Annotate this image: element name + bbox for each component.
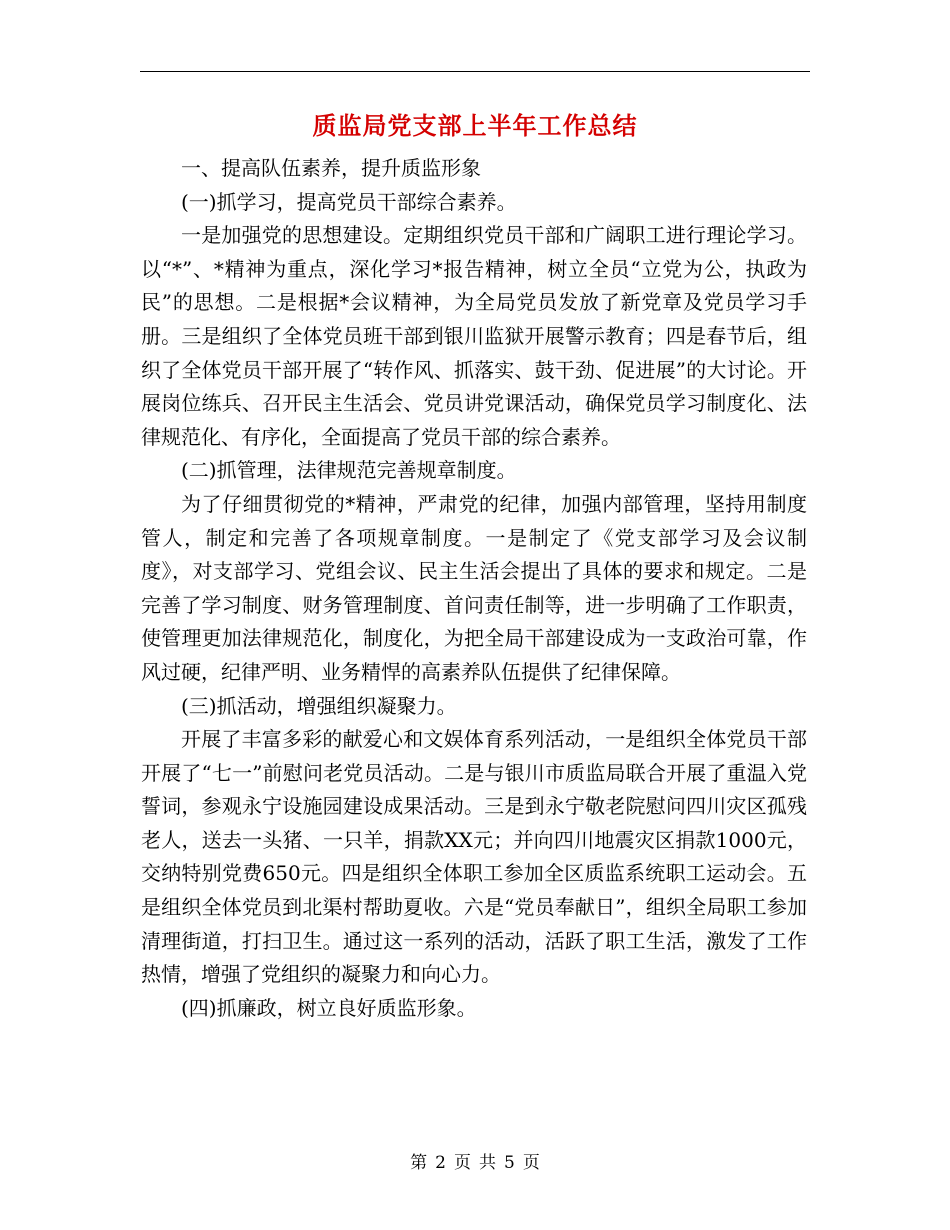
footer-page-label: 页 xyxy=(454,1153,471,1173)
header-rule xyxy=(140,71,810,72)
footer-total-label: 共 xyxy=(479,1153,496,1173)
body-paragraph: 一是加强党的思想建设。定期组织党员干部和广阔职工进行理论学习。以“*”、*精神为重点，深化学习*报告精神，树立全员“立党为公，执政为民”的思想。二是根据*会议精神，为全局党员发放了新党章及党员学习手册。三是组织了全体党员班干部到银川监狱开展警示教育；四是春节后，组织了全体党员干部开展了“转作风、抓落实、鼓干劲、促进展”的大讨论。开展岗位练兵、召开民主生活会、党员讲党课活动，确保党员学习制度化、法律规范化、有序化，全面提高了党员干部的综合素养。 xyxy=(141,223,807,449)
body-paragraph: 为了仔细贯彻党的*精神，严肃党的纪律，加强内部管理，坚持用制度管人，制定和完善了各项规章制度。一是制定了《党支部学习及会议制度》，对支部学习、党组会议、民主生活会提出了具体的要求和规定。二是完善了学习制度、财务管理制度、首问责任制等，进一步明确了工作职责，使管理更加法律规范化，制度化，为把全局干部建设成为一支政治可靠，作风过硬，纪律严明、业务精悍的高素养队伍提供了纪律保障。 xyxy=(141,491,807,684)
subsection-heading: (四)抓廉政，树立良好质监形象。 xyxy=(181,995,477,1020)
section-heading: 一、提高队伍素养，提升质监形象 xyxy=(181,156,481,180)
subsection-heading: (二)抓管理，法律规范完善规章制度。 xyxy=(181,458,517,483)
body-paragraph: 开展了丰富多彩的献爱心和文娱体育系列活动，一是组织全体党员干部开展了“七一”前慰问老党员活动。二是与银川市质监局联合开展了重温入党誓词，参观永宁设施园建设成果活动。三是到永宁敬老院慰问四川灾区孤残老人，送去一头猪、一只羊，捐款XX元；并向四川地震灾区捐款1000元，交纳特别党费650元。四是组织全体职工参加全区质监系统职工运动会。五是组织全体党员到北渠村帮助夏收。六是“党员奉献日”，组织全局职工参加清理街道，打扫卫生。通过这一系列的活动，活跃了职工生活，激发了工作热情，增强了党组织的凝聚力和向心力。 xyxy=(141,727,807,987)
subsection-heading: (三)抓活动，增强组织凝聚力。 xyxy=(181,693,457,718)
footer-prefix: 第 xyxy=(410,1153,428,1173)
subsection-heading: (一)抓学习，提高党员干部综合素养。 xyxy=(181,189,517,214)
page-footer xyxy=(0,1151,950,1175)
document-title: 质监局党支部上半年工作总结 xyxy=(312,111,638,140)
total-pages-number: 5 xyxy=(504,1153,515,1173)
current-page-number: 2 xyxy=(435,1153,446,1173)
footer-suffix: 页 xyxy=(522,1153,540,1173)
document-body xyxy=(141,152,807,1025)
